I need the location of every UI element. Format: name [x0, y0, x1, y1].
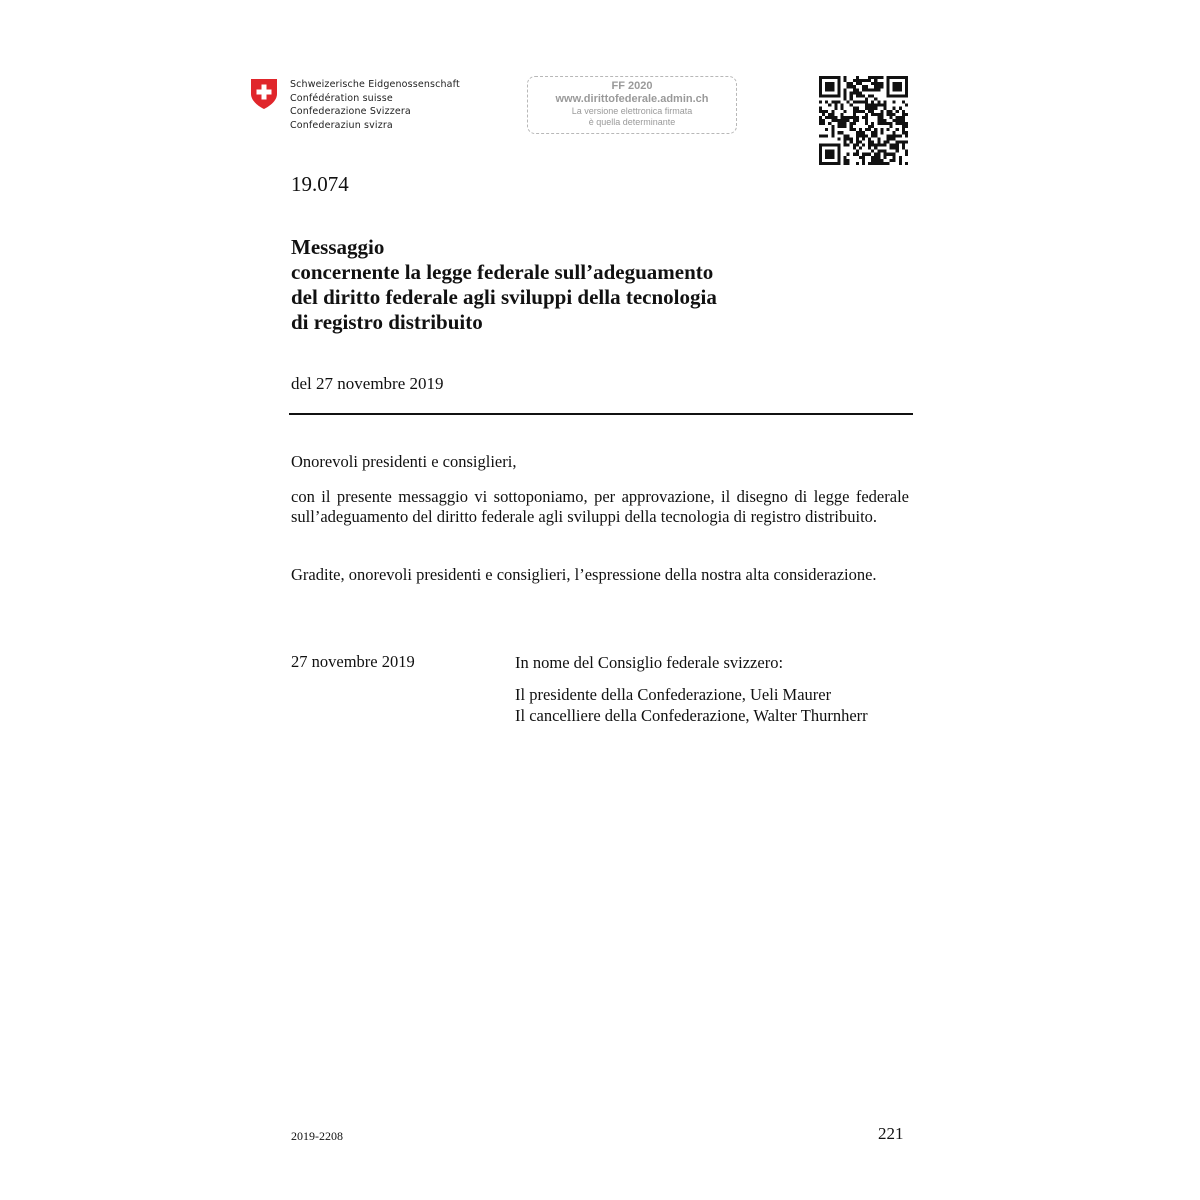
paragraph: con il presente messaggio vi sottoponiamo, per approvazione, il disegno di legge federale sull’adeguamento del diritto federale agli sviluppi della tecnologia di registro distribuito.: [291, 487, 909, 526]
signatory-president: Il presidente della Confederazione, Ueli Maurer: [515, 685, 832, 704]
authority-line-rm: Confederaziun svizra: [290, 119, 393, 131]
signature-date: 27 novembre 2019: [291, 652, 415, 671]
stamp-line-2: www.dirittofederale.admin.ch: [555, 93, 709, 105]
signature-block: [515, 684, 868, 726]
authority-line-it: Confederazione Svizzera: [290, 106, 411, 118]
document-title: [291, 235, 717, 335]
signature-intro: In nome del Consiglio federale svizzero:: [515, 653, 784, 672]
authority-name: [290, 78, 460, 132]
document-number: 19.074: [291, 172, 349, 196]
title-line: Messaggio: [291, 235, 385, 259]
title-line: del diritto federale agli sviluppi della tecnologia: [291, 285, 717, 309]
stamp-line-1: FF 2020: [611, 80, 653, 92]
stamp-line-4: è quella determinante: [588, 117, 676, 127]
footer-reference: 2019-2208: [291, 1129, 343, 1143]
paragraph: Gradite, onorevoli presidenti e consiglieri, l’espressione della nostra alta considerazione.: [291, 565, 877, 584]
document-date: del 27 novembre 2019: [291, 374, 444, 393]
qr-code-icon: [819, 76, 908, 165]
page-number: 221: [878, 1124, 904, 1143]
swiss-shield-icon: [250, 78, 278, 110]
authority-line-de: Schweizerische Eidgenossenschaft: [290, 79, 460, 90]
authority-line-fr: Confédération suisse: [290, 92, 393, 104]
signatory-chancellor: Il cancelliere della Confederazione, Walter Thurnherr: [515, 706, 868, 725]
title-line: concernente la legge federale sull’adeguamento: [291, 260, 714, 284]
divider: [289, 413, 913, 415]
title-line: di registro distribuito: [291, 310, 483, 334]
stamp-line-3: La versione elettronica firmata: [571, 106, 693, 116]
greeting: Onorevoli presidenti e consiglieri,: [291, 452, 517, 471]
publication-stamp: [527, 76, 737, 134]
